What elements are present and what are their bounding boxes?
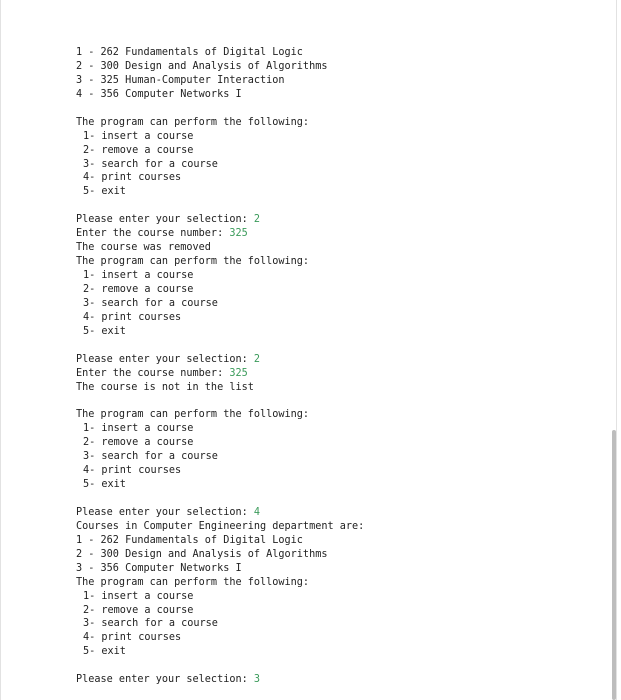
line-text: 1- insert a course (83, 590, 194, 602)
line-text: The program can perform the following: (76, 116, 310, 128)
menu-option-line (76, 464, 364, 478)
line-text: 4- print courses (83, 465, 182, 477)
console-output (76, 46, 364, 687)
prompt-line (76, 213, 364, 227)
line-text: Please enter your selection: (76, 353, 254, 365)
blank-line (76, 492, 364, 506)
line-text: 5- exit (83, 646, 126, 658)
user-input-value: 325 (229, 228, 248, 240)
line-text: 2 - 300 Design and Analysis of Algorithms (76, 60, 328, 72)
line-text: 1- insert a course (83, 130, 194, 142)
menu-option-line (76, 590, 364, 604)
output-line (76, 408, 364, 422)
line-text: 3- search for a course (83, 618, 218, 630)
menu-option-line (76, 185, 364, 199)
output-line (76, 381, 364, 395)
menu-option-line (76, 617, 364, 631)
line-text: Please enter your selection: (76, 506, 254, 518)
prompt-line (76, 353, 364, 367)
menu-option-line (76, 171, 364, 185)
output-line (76, 116, 364, 130)
line-text: The program can perform the following: (76, 256, 310, 268)
prompt-line (76, 673, 364, 687)
output-line (76, 60, 364, 74)
output-line (76, 241, 364, 255)
output-line (76, 548, 364, 562)
menu-option-line (76, 297, 364, 311)
user-input-value: 3 (253, 674, 261, 686)
window-border-left (0, 0, 1, 700)
line-text: 2- remove a course (83, 604, 194, 616)
output-line (76, 562, 364, 576)
user-input-value: 2 (253, 353, 261, 365)
window-border-right (616, 0, 617, 700)
line-text: The program can perform the following: (76, 576, 310, 588)
user-input-value: 2 (253, 214, 261, 226)
line-text: 4 - 356 Computer Networks I (76, 88, 242, 100)
menu-option-line (76, 283, 364, 297)
user-input-value: 325 (229, 367, 248, 379)
line-text: 3 - 325 Human-Computer Interaction (76, 74, 285, 86)
line-text: The course was removed (76, 242, 211, 254)
line-text: The program can perform the following: (76, 409, 310, 421)
prompt-line (76, 367, 364, 381)
blank-line (76, 659, 364, 673)
menu-option-line (76, 604, 364, 618)
menu-option-line (76, 311, 364, 325)
menu-option-line (76, 422, 364, 436)
line-text: 1 - 262 Fundamentals of Digital Logic (76, 47, 303, 58)
line-text: 5- exit (83, 479, 126, 491)
output-line (76, 520, 364, 534)
output-line (76, 88, 364, 102)
line-text: 5- exit (83, 325, 126, 337)
blank-line (76, 339, 364, 353)
menu-option-line (76, 436, 364, 450)
line-text: 2 - 300 Design and Analysis of Algorithms (76, 548, 328, 560)
line-text: Please enter your selection: (76, 214, 254, 226)
line-text: 5- exit (83, 186, 126, 198)
line-text: 1- insert a course (83, 270, 194, 281)
line-text: Courses in Computer Engineering department are: (76, 520, 365, 532)
menu-option-line (76, 325, 364, 339)
menu-option-line (76, 450, 364, 464)
menu-option-line (76, 645, 364, 659)
line-text: 2- remove a course (83, 283, 194, 295)
line-text: 3 - 356 Computer Networks I (76, 562, 242, 574)
output-line (76, 46, 364, 60)
line-text: 4- print courses (83, 172, 182, 184)
line-text: Enter the course number: (76, 367, 230, 379)
vertical-scrollbar[interactable] (612, 430, 616, 700)
prompt-line (76, 506, 364, 520)
blank-line (76, 394, 364, 408)
line-text: 2- remove a course (83, 144, 194, 156)
line-text: 3- search for a course (83, 451, 218, 463)
user-input-value: 4 (253, 506, 261, 518)
line-text: 3- search for a course (83, 158, 218, 170)
menu-option-line (76, 158, 364, 172)
blank-line (76, 102, 364, 116)
line-text: The course is not in the list (76, 381, 254, 393)
menu-option-line (76, 144, 364, 158)
line-text: Enter the course number: (76, 228, 230, 240)
output-line (76, 576, 364, 590)
line-text: 4- print courses (83, 311, 182, 323)
output-line (76, 74, 364, 88)
prompt-line (76, 227, 364, 241)
menu-option-line (76, 478, 364, 492)
output-line (76, 534, 364, 548)
line-text: Please enter your selection: (76, 674, 254, 686)
menu-option-line (76, 631, 364, 645)
menu-option-line (76, 269, 364, 283)
line-text: 1 - 262 Fundamentals of Digital Logic (76, 534, 303, 546)
blank-line (76, 199, 364, 213)
output-line (76, 255, 364, 269)
menu-option-line (76, 130, 364, 144)
line-text: 4- print courses (83, 632, 182, 644)
line-text: 2- remove a course (83, 437, 194, 449)
line-text: 1- insert a course (83, 423, 194, 435)
line-text: 3- search for a course (83, 297, 218, 309)
